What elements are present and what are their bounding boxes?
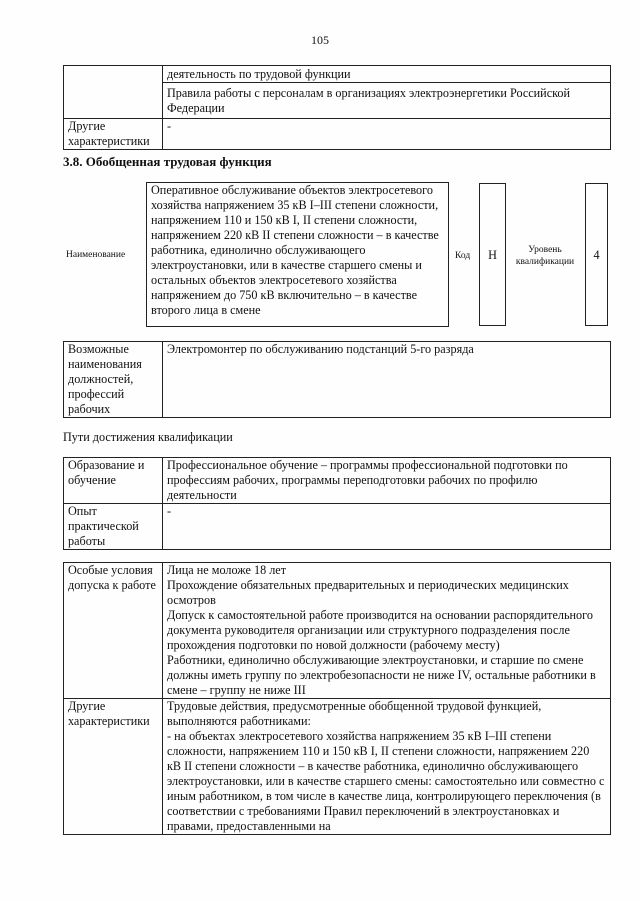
value-line: Допуск к самостоятельной работе производится на основании распорядительного документа руководителя организации или структурного подразделения после прохождения подготовки по новой должности (рабочему месту) — [167, 608, 593, 652]
level-value: 4 — [593, 248, 600, 262]
table-row — [64, 458, 611, 504]
row-label: Особые условия допуска к работе — [64, 563, 163, 699]
code-label: Код — [455, 251, 471, 261]
row-label: Образование и обучение — [64, 458, 163, 504]
function-name-text: Оперативное обслуживание объектов электросетевого хозяйства напряжением 35 кВ I–III степени сложности, напряжением 110 и 150 кВ I, II степени сложности, напряжением 220 кВ II степени сложности – в качестве работника, единолично обслуживающего электроустановки, или в качестве старшего смены и остальных объектов электросетевого хозяйства напряжением до 750 кВ включительно – в качестве второго лица в смене — [151, 183, 439, 317]
value-line: Лица не моложе 18 лет — [167, 563, 287, 577]
code-value: Н — [488, 248, 497, 262]
row-value: - — [163, 119, 611, 150]
row-label: Другие характеристики — [64, 699, 163, 835]
paths-heading: Пути достижения квалификации — [63, 430, 233, 444]
conditions-table — [63, 562, 611, 835]
table-row — [64, 66, 611, 119]
row-value — [163, 66, 611, 119]
function-name-box — [146, 182, 449, 327]
row-value — [163, 563, 611, 699]
section-heading: 3.8. Обобщенная трудовая функция — [63, 154, 272, 169]
value-line: Правила работы с персоналам в организациях электроэнергетики Российской Федерации — [167, 86, 571, 115]
row-label: Другие характеристики — [64, 119, 163, 150]
positions-table — [63, 341, 611, 418]
value-line: деятельность по трудовой функции — [163, 67, 610, 83]
top-table — [63, 65, 611, 150]
positions-label: Возможные наименования должностей, профессий рабочих — [64, 342, 163, 418]
level-label: Уровень квалификации — [515, 245, 575, 267]
row-value — [163, 699, 611, 835]
value-line: Работники, единолично обслуживающие электроустановки, и старшие по смене должны иметь группу по электробезопасности не ниже IV, остальные работники в смене – группу не ниже III — [167, 653, 596, 697]
code-value-box — [479, 183, 506, 326]
row-label — [64, 66, 163, 119]
level-value-box — [585, 183, 608, 326]
table-row — [64, 563, 611, 699]
table-row — [64, 504, 611, 550]
value-line: Прохождение обязательных предварительных и периодических медицинских осмотров — [167, 578, 569, 607]
row-label: Опыт практической работы — [64, 504, 163, 550]
table-row — [64, 119, 611, 150]
value-line: Трудовые действия, предусмотренные обобщенной трудовой функцией, выполняются работниками: — [167, 699, 542, 728]
paths-table — [63, 457, 611, 550]
name-label: Наименование — [66, 250, 126, 260]
table-row — [64, 699, 611, 835]
row-value: Профессиональное обучение – программы профессиональной подготовки по профессиям рабочих, программы переподготовки рабочих по профилю деятельности — [163, 458, 611, 504]
positions-value: Электромонтер по обслуживанию подстанций 5-го разряда — [163, 342, 611, 418]
row-value: - — [163, 504, 611, 550]
page-number: 105 — [311, 33, 329, 47]
value-line: - на объектах электросетевого хозяйства напряжением 35 кВ I–III степени сложности, напряжением 110 и 150 кВ I, II степени сложности, напряжением 220 кВ II степени сложности – в качестве работника, единолично обслуживающего электроустановки, или в качестве старшего смены: самостоятельно или совместно с иным работником, в том числе в качестве лица, контролирующего переключения (в соответствии с требованиями Правил переключений в электроустановках и правами, предоставленными на — [167, 729, 605, 833]
table-row — [64, 342, 611, 418]
